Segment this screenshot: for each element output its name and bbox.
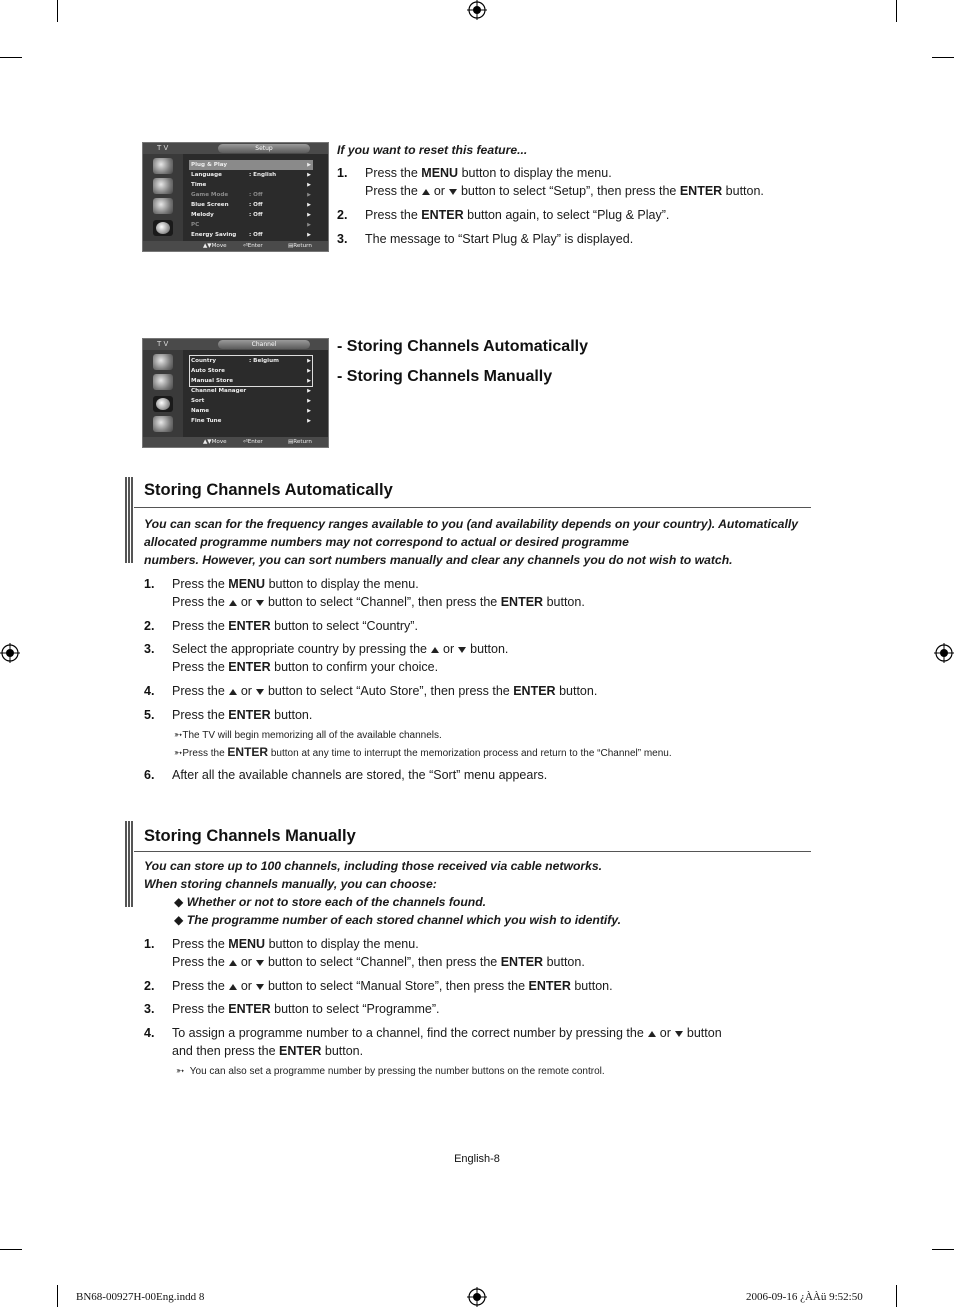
tv-menu-row-name: Blue Screen: [191, 202, 229, 208]
tv-menu-row-name: Game Mode: [191, 192, 229, 198]
tv-menu-row-value: : English: [249, 172, 277, 178]
step-number: 1.: [337, 166, 348, 180]
chevron-right-icon: ▶: [307, 388, 311, 394]
chevron-right-icon: ▶: [307, 162, 311, 168]
tv-menu-title: Setup: [218, 144, 310, 153]
step-number: 3.: [337, 232, 348, 246]
tv-menu-row-name: Melody: [191, 212, 214, 218]
tv-menu-row: [191, 386, 315, 396]
chevron-right-icon: ▶: [307, 182, 311, 188]
step-number: 2.: [144, 979, 155, 993]
tv-menu-header: [143, 339, 328, 350]
step-text: Press the or button to select “Manual Store”, then press the ENTER button.: [172, 979, 613, 993]
intro-text: allocated programme numbers may not correspond to actual or desired programme: [144, 535, 629, 549]
crop-mark: [932, 57, 954, 58]
registration-mark-icon: [467, 1287, 487, 1307]
tv-menu-row-value: : Belgium: [249, 358, 279, 364]
intro-text: When storing channels manually, you can choose:: [144, 877, 437, 891]
up-arrow-icon: [229, 600, 237, 606]
tv-menu-footer: [143, 437, 328, 448]
step-text: After all the available channels are stored, the “Sort” menu appears.: [172, 768, 548, 782]
tv-menu-row: [191, 356, 315, 366]
tv-move-hint: ▲▼Move: [203, 439, 227, 445]
tv-move-hint: ▲▼Move: [203, 243, 227, 249]
step-number: 2.: [144, 619, 155, 633]
chevron-right-icon: ▶: [307, 358, 311, 364]
registration-mark-icon: [0, 643, 20, 663]
tv-menu-row-value: : Off: [249, 232, 263, 238]
crop-mark: [0, 1249, 22, 1250]
bullet-item: ◆ Whether or not to store each of the channels found.: [174, 895, 487, 909]
sound-icon: [153, 178, 173, 194]
chevron-right-icon: ▶: [307, 212, 311, 218]
intro-text: You can scan for the frequency ranges available to you (and availability depends on your country). Automatically: [144, 517, 798, 531]
up-arrow-icon: [648, 1031, 656, 1037]
section-bar: [125, 477, 133, 563]
tv-menu-row-name: Sort: [191, 398, 205, 404]
channel-icon: [153, 396, 173, 412]
step-text: Press the ENTER button again, to select “Plug & Play”.: [365, 208, 670, 222]
picture-icon: [153, 354, 173, 370]
tv-enter-hint: ⏎Enter: [243, 243, 263, 249]
diamond-bullet-icon: ◆: [174, 913, 184, 927]
tv-menu-row: [191, 416, 315, 426]
tv-menu-row: [191, 220, 315, 230]
chevron-right-icon: ▶: [307, 418, 311, 424]
down-arrow-icon: [256, 984, 264, 990]
chevron-right-icon: ▶: [307, 202, 311, 208]
tv-menu-row-name: Manual Store: [191, 378, 234, 384]
crop-mark: [896, 1285, 897, 1307]
crop-mark: [896, 0, 897, 22]
step-number: 6.: [144, 768, 155, 782]
tv-menu-footer: [143, 241, 328, 252]
tv-menu-row: [191, 180, 315, 190]
step-text: Press the MENU button to display the menu.: [172, 937, 419, 951]
setup-icon: [153, 416, 173, 432]
footer-filename: BN68-00927H-00Eng.indd 8: [76, 1291, 205, 1303]
step-number: 4.: [144, 684, 155, 698]
tv-return-hint: ▤Return: [288, 243, 312, 249]
tv-menu-row: [191, 230, 315, 240]
intro-text: You can store up to 100 channels, including those received via cable networks.: [144, 859, 603, 873]
tv-menu-row: [191, 190, 315, 200]
subheading-auto: - Storing Channels Automatically: [337, 338, 588, 355]
step-text: Press the or button to select “Channel”, then press the ENTER button.: [172, 595, 585, 609]
section-title-auto: Storing Channels Automatically: [144, 481, 393, 499]
tv-menu-title: Channel: [218, 340, 310, 349]
tv-menu-row-name: Country: [191, 358, 216, 364]
up-arrow-icon: [431, 647, 439, 653]
note-text: ➳Press the ENTER button at any time to interrupt the memorization process and return to the “Channel” menu.: [174, 745, 672, 759]
tv-menu-row-name: Energy Saving: [191, 232, 237, 238]
section-divider: [134, 851, 811, 852]
intro-text: numbers. However, you can sort numbers manually and clear any channels you do not wish to watch.: [144, 553, 733, 567]
up-arrow-icon: [229, 960, 237, 966]
subheading-manual: - Storing Channels Manually: [337, 368, 553, 385]
step-text: Press the ENTER button.: [172, 708, 313, 722]
tv-menu-row-name: Name: [191, 408, 210, 414]
step-text: and then press the ENTER button.: [172, 1044, 364, 1058]
down-arrow-icon: [449, 189, 457, 195]
note-text: ➳ You can also set a programme number by pressing the number buttons on the remote control.: [176, 1066, 605, 1077]
step-text: Press the MENU button to display the menu.: [172, 577, 419, 591]
tv-menu-row-value: : Off: [249, 192, 263, 198]
tv-menu-row-name: PC: [191, 222, 200, 228]
up-arrow-icon: [229, 984, 237, 990]
chevron-right-icon: ▶: [307, 172, 311, 178]
crop-mark: [57, 1285, 58, 1307]
down-arrow-icon: [675, 1031, 683, 1037]
tv-menu-row-name: Auto Store: [191, 368, 225, 374]
up-arrow-icon: [422, 189, 430, 195]
chevron-right-icon: ▶: [307, 408, 311, 414]
tv-menu-row: [191, 406, 315, 416]
tv-setup-menu-screenshot: [142, 142, 329, 252]
note-arrow-icon: ➳: [174, 730, 183, 741]
note-arrow-icon: ➳: [174, 748, 183, 759]
tv-menu-row-value: : Off: [249, 212, 263, 218]
tv-return-hint: ▤Return: [288, 439, 312, 445]
step-number: 1.: [144, 577, 155, 591]
registration-mark-icon: [934, 643, 954, 663]
tv-menu-sidebar: [143, 350, 183, 437]
step-number: 3.: [144, 1002, 155, 1016]
tv-menu-row: [191, 170, 315, 180]
note-arrow-icon: ➳: [176, 1066, 185, 1077]
tv-menu-row-name: Language: [191, 172, 222, 178]
step-number: 2.: [337, 208, 348, 222]
step-text: Press the ENTER button to select “Programme”.: [172, 1002, 440, 1016]
reset-heading: If you want to reset this feature...: [337, 143, 528, 157]
up-arrow-icon: [229, 689, 237, 695]
footer-timestamp: 2006-09-16 ¿ÀÀü 9:52:50: [746, 1291, 863, 1303]
tv-menu-row-name: Fine Tune: [191, 418, 222, 424]
tv-channel-menu-screenshot: [142, 338, 329, 448]
chevron-right-icon: ▶: [307, 398, 311, 404]
setup-icon: [153, 220, 173, 236]
tv-menu-row-name: Channel Manager: [191, 388, 247, 394]
down-arrow-icon: [458, 647, 466, 653]
crop-mark: [932, 1249, 954, 1250]
diamond-bullet-icon: ◆: [174, 895, 184, 909]
note-text: ➳The TV will begin memorizing all of the available channels.: [174, 730, 442, 741]
step-number: 5.: [144, 708, 155, 722]
step-text: Select the appropriate country by pressing the or button.: [172, 642, 509, 656]
tv-menu-header: [143, 143, 328, 154]
tv-enter-hint: ⏎Enter: [243, 439, 263, 445]
section-title-manual: Storing Channels Manually: [144, 827, 356, 845]
step-number: 3.: [144, 642, 155, 656]
chevron-right-icon: ▶: [307, 378, 311, 384]
tv-menu-row: [191, 200, 315, 210]
step-text: Press the MENU button to display the menu.: [365, 166, 612, 180]
page-number: English-8: [454, 1153, 500, 1165]
tv-menu-row: [191, 160, 315, 170]
step-number: 4.: [144, 1026, 155, 1040]
tv-menu-row: [191, 366, 315, 376]
section-bar: [125, 821, 133, 907]
section-divider: [134, 507, 811, 508]
registration-mark-icon: [467, 0, 487, 20]
step-text: To assign a programme number to a channel, find the correct number by pressing the or button: [172, 1026, 722, 1040]
tv-menu-row-value: : Off: [249, 202, 263, 208]
step-text: Press the or button to select “Setup”, then press the ENTER button.: [365, 184, 764, 198]
chevron-right-icon: ▶: [307, 192, 311, 198]
down-arrow-icon: [256, 960, 264, 966]
picture-icon: [153, 158, 173, 174]
tv-source-label: T V: [157, 340, 169, 348]
tv-source-label: T V: [157, 144, 169, 152]
step-text: Press the ENTER button to select “Country”.: [172, 619, 418, 633]
chevron-right-icon: ▶: [307, 232, 311, 238]
tv-menu-row: [191, 376, 315, 386]
tv-menu-row: [191, 396, 315, 406]
step-number: 1.: [144, 937, 155, 951]
chevron-right-icon: ▶: [307, 368, 311, 374]
tv-menu-panel: [187, 157, 313, 239]
step-text: The message to “Start Plug & Play” is displayed.: [365, 232, 634, 246]
tv-menu-row: [191, 210, 315, 220]
crop-mark: [57, 0, 58, 22]
tv-menu-sidebar: [143, 154, 183, 241]
tv-menu-row-name: Time: [191, 182, 207, 188]
bullet-item: ◆ The programme number of each stored channel which you wish to identify.: [174, 913, 622, 927]
down-arrow-icon: [256, 689, 264, 695]
down-arrow-icon: [256, 600, 264, 606]
sound-icon: [153, 374, 173, 390]
crop-mark: [0, 57, 22, 58]
step-text: Press the or button to select “Channel”, then press the ENTER button.: [172, 955, 585, 969]
chevron-right-icon: ▶: [307, 222, 311, 228]
tv-menu-row-name: Plug & Play: [191, 162, 228, 168]
step-text: Press the ENTER button to confirm your choice.: [172, 660, 439, 674]
channel-icon: [153, 198, 173, 214]
tv-menu-panel: [187, 353, 313, 435]
step-text: Press the or button to select “Auto Store”, then press the ENTER button.: [172, 684, 598, 698]
